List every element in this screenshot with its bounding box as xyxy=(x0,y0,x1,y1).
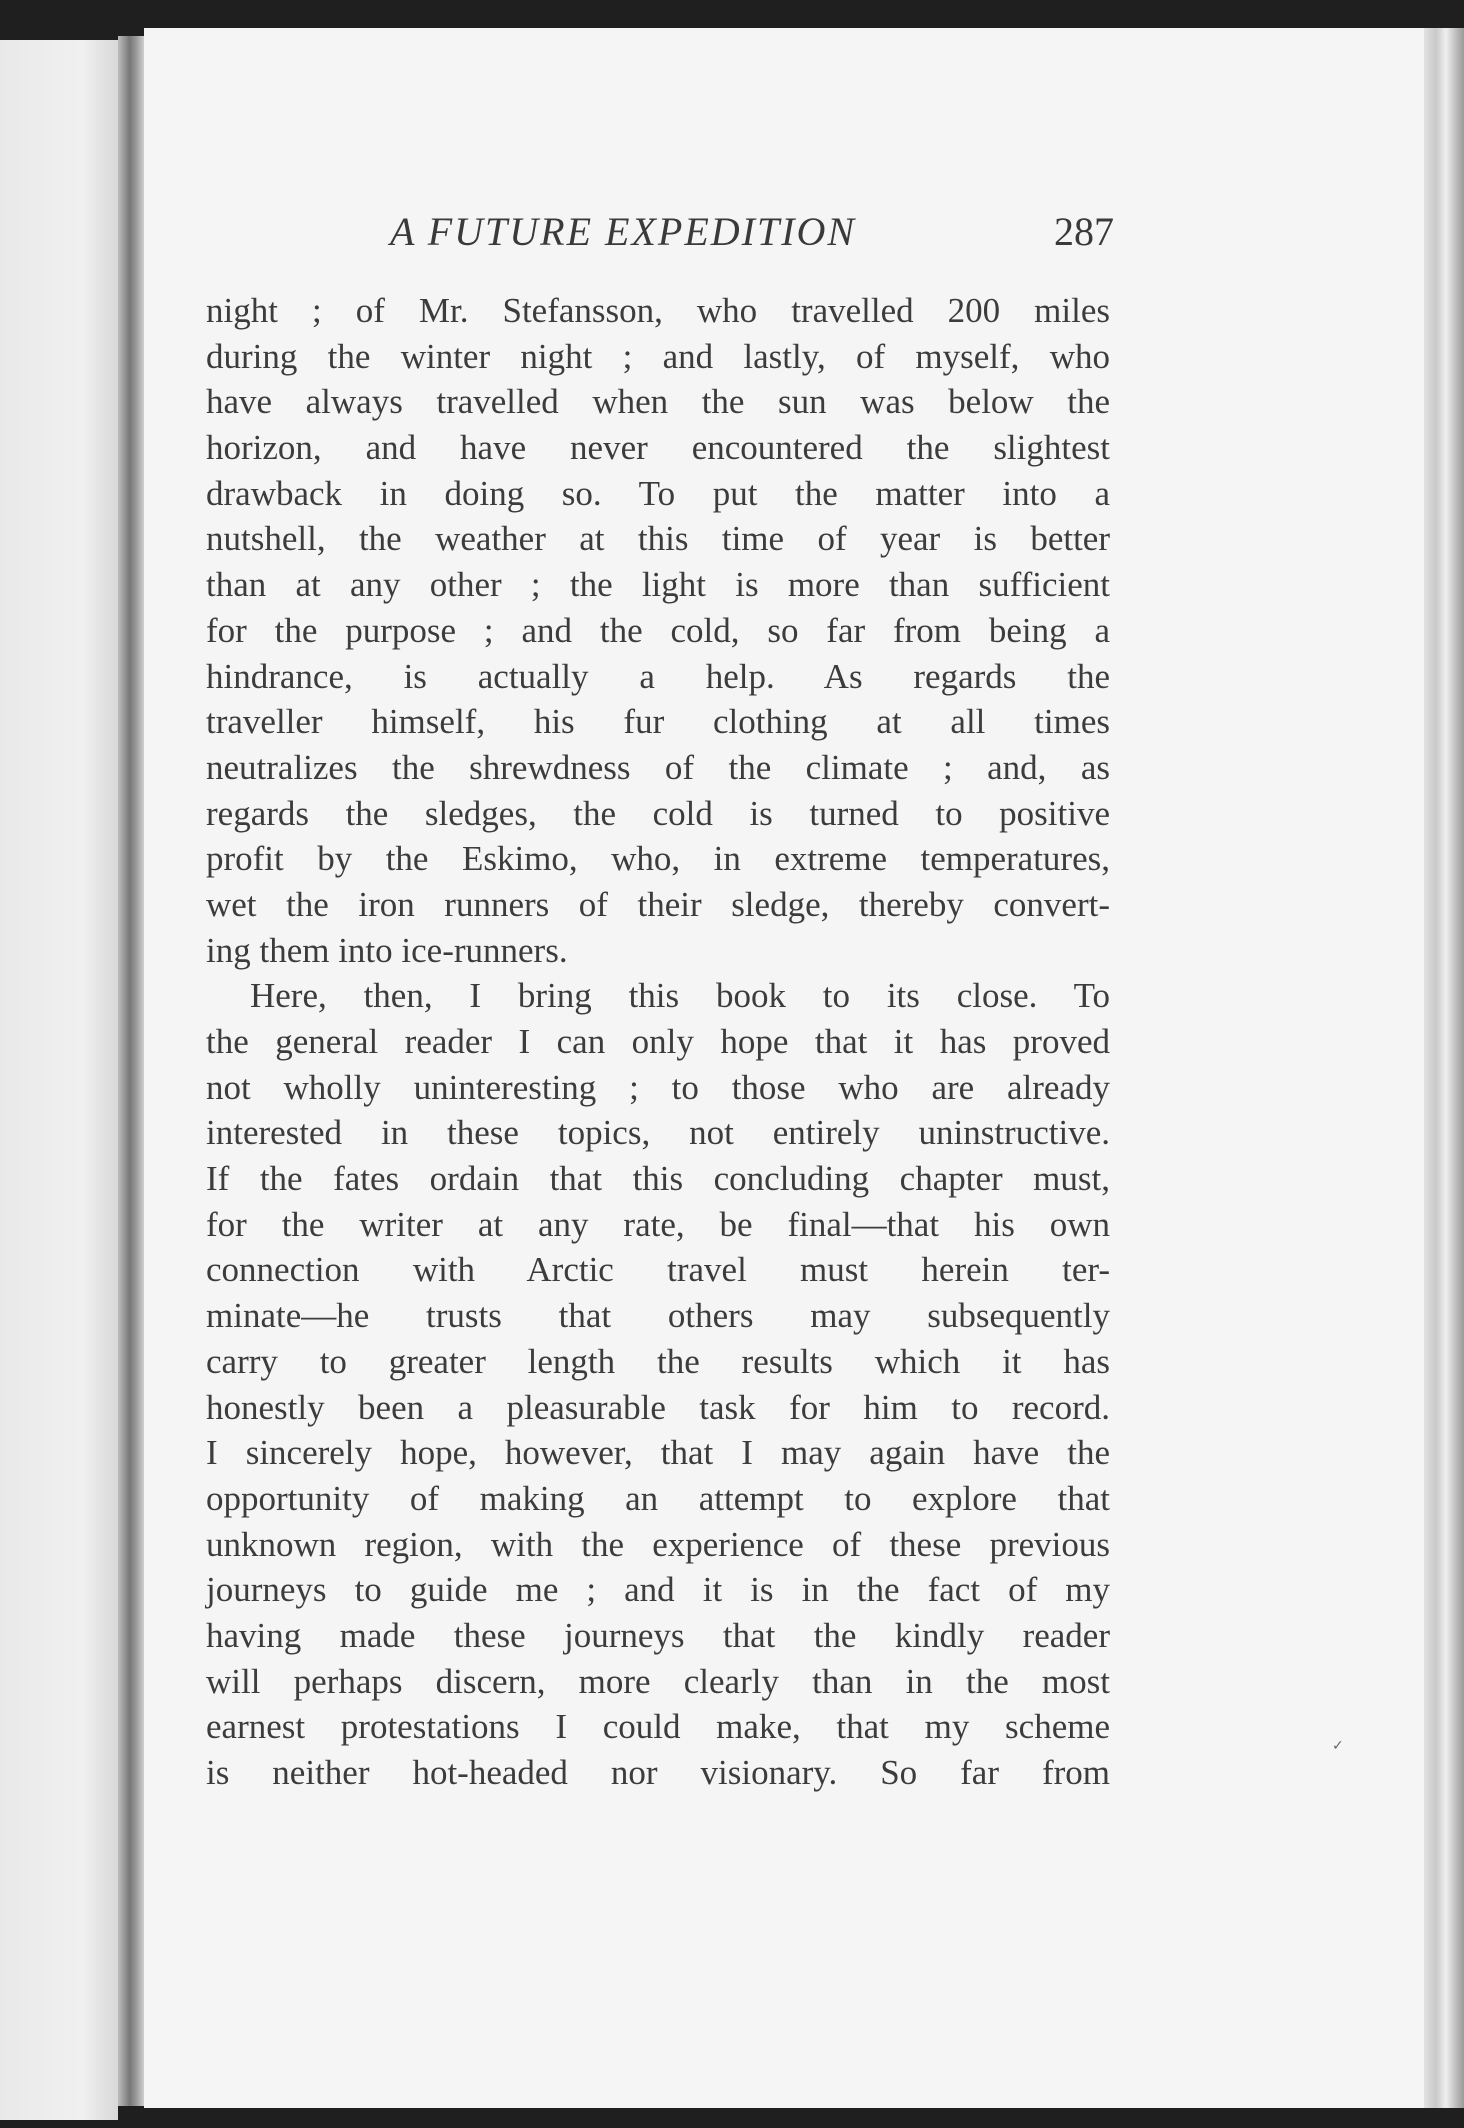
book-gutter xyxy=(118,36,144,2106)
text-line: night ; of Mr. Stefansson, who travelled 200 miles xyxy=(206,291,1110,330)
text-line: regards the sledges, the cold is turned to positive xyxy=(206,793,1110,833)
text-line: during the winter night ; and lastly, of myself, who xyxy=(206,336,1110,376)
text-line: interested in these topics, not entirely uninstructive. xyxy=(206,1113,1110,1153)
text-line: Here, then, I bring this book to its close. To xyxy=(250,976,1110,1016)
text-line: drawback in doing so. To put the matter into a xyxy=(206,473,1110,513)
running-title: A FUTURE EXPEDITION xyxy=(390,209,857,254)
text-line: journeys to guide me ; and it is in the fact of my xyxy=(206,1570,1110,1610)
text-line: having made these journeys that the kindly reader xyxy=(206,1615,1110,1655)
text-line: earnest protestations I could make, that my scheme xyxy=(206,1707,1110,1747)
body-text xyxy=(206,288,1110,1796)
text-line: I sincerely hope, however, that I may again have the xyxy=(206,1433,1110,1473)
text-line: for the purpose ; and the cold, so far from being a xyxy=(206,610,1110,650)
text-line: wet the iron runners of their sledge, thereby convert- xyxy=(206,884,1110,924)
text-line: opportunity of making an attempt to explore that xyxy=(206,1478,1110,1518)
text-line: honestly been a pleasurable task for him to record. xyxy=(206,1387,1110,1427)
text-line: hindrance, is actually a help. As regards the xyxy=(206,656,1110,696)
facing-page-edge xyxy=(0,40,118,2120)
text-line: neutralizes the shrewdness of the climate ; and, as xyxy=(206,747,1110,787)
text-line: is neither hot-headed nor visionary. So far from xyxy=(206,1753,1110,1792)
text-line: profit by the Eskimo, who, in extreme temperatures, xyxy=(206,839,1110,879)
running-head xyxy=(204,200,1114,260)
text-line: for the writer at any rate, be final—that his own xyxy=(206,1204,1110,1244)
text-line: minate—he trusts that others may subsequently xyxy=(206,1296,1110,1336)
text-line: If the fates ordain that this concluding chapter must, xyxy=(206,1159,1110,1199)
page-number: 287 xyxy=(1054,209,1114,254)
text-line: have always travelled when the sun was below the xyxy=(206,382,1110,422)
scan-speck-mark: ✓ xyxy=(1332,1738,1344,1754)
text-line: nutshell, the weather at this time of year is better xyxy=(206,519,1110,559)
text-line: will perhaps discern, more clearly than in the most xyxy=(206,1661,1110,1701)
text-line: connection with Arctic travel must herein ter- xyxy=(206,1250,1110,1290)
text-line: not wholly uninteresting ; to those who are already xyxy=(206,1067,1110,1107)
text-line: the general reader I can only hope that it has proved xyxy=(206,1022,1110,1061)
text-line: horizon, and have never encountered the slightest xyxy=(206,428,1110,468)
text-line: than at any other ; the light is more than sufficient xyxy=(206,565,1110,605)
text-line: carry to greater length the results which it has xyxy=(206,1341,1110,1381)
text-line: traveller himself, his fur clothing at all times xyxy=(206,702,1110,742)
text-line: ing them into ice-runners. xyxy=(206,930,568,970)
text-line: unknown region, with the experience of these previous xyxy=(206,1524,1110,1564)
page-stack-edge xyxy=(1424,28,1464,2108)
